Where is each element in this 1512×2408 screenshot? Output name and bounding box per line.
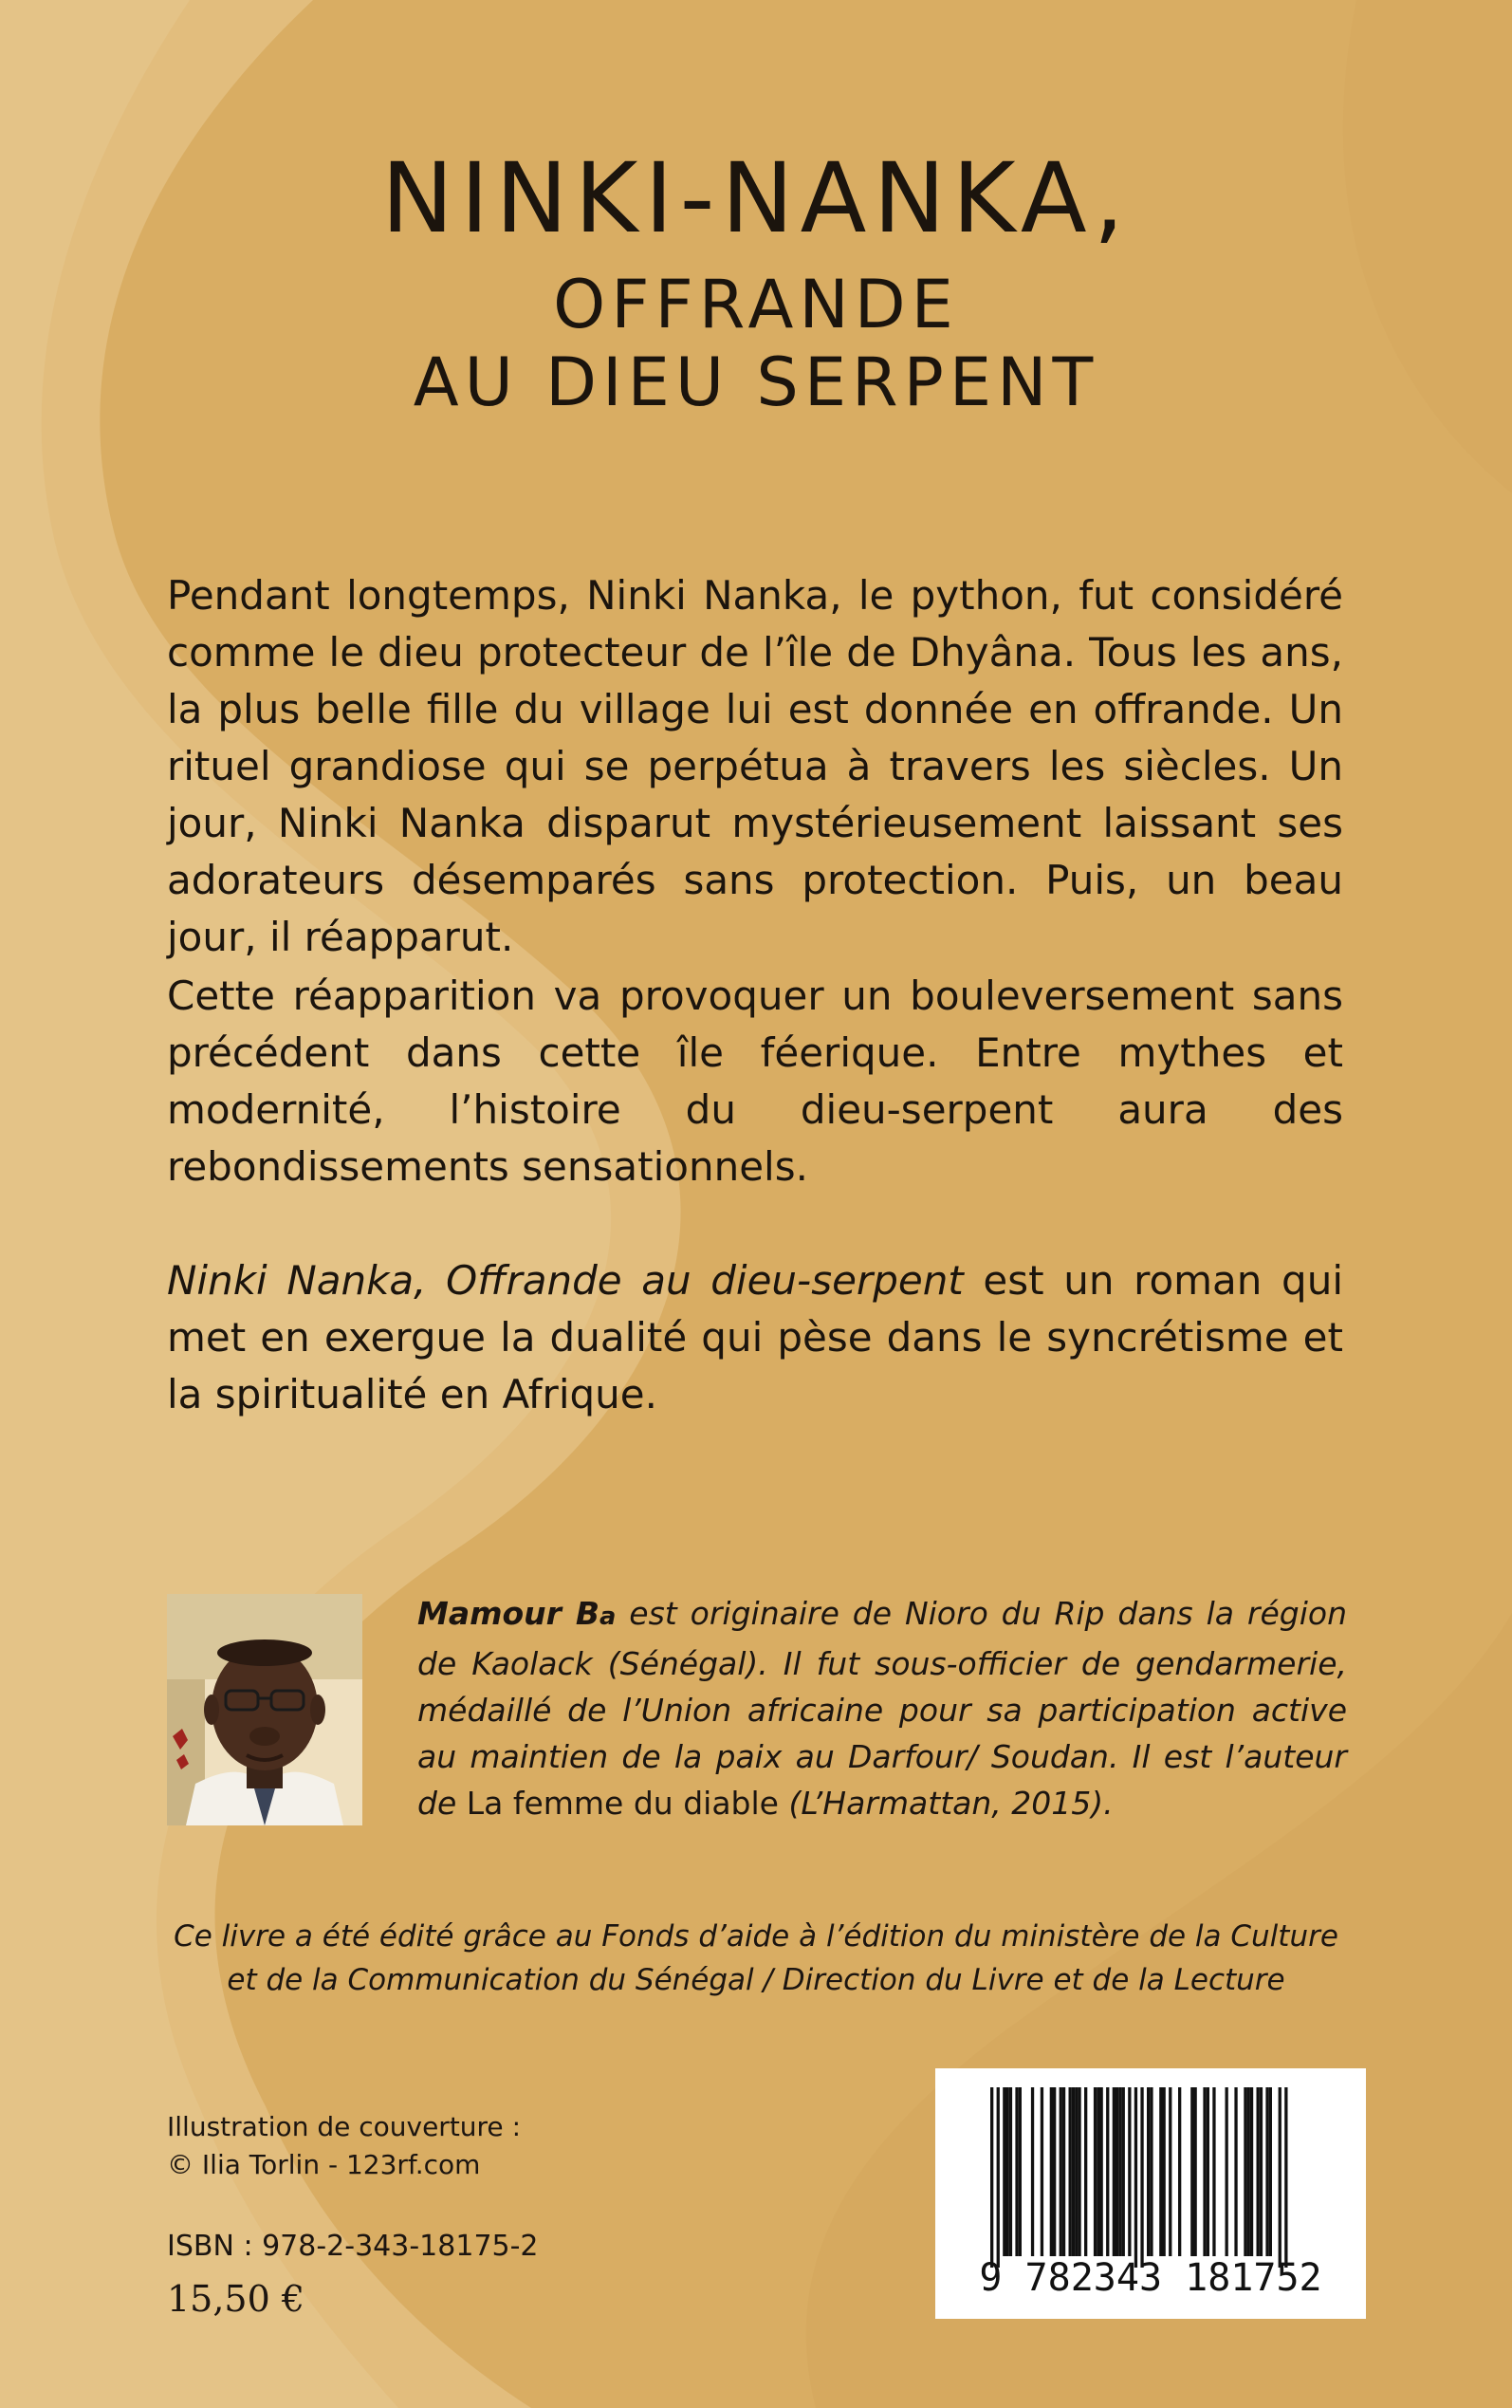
barcode-bar: [1159, 2087, 1162, 2256]
cover-credit-value: © Ilia Torlin - 123rf.com: [167, 2149, 481, 2180]
barcode-bar: [1118, 2087, 1121, 2256]
barcode-bar: [1194, 2087, 1197, 2256]
barcode-bar: [1053, 2087, 1056, 2256]
barcode-bar: [1244, 2087, 1246, 2256]
barcode-bar: [1247, 2087, 1250, 2256]
barcode-bar: [1003, 2087, 1005, 2256]
barcode-bar: [1269, 2087, 1272, 2256]
book-title: NINKI-NANKA,: [380, 142, 1132, 255]
barcode-bar: [1069, 2087, 1072, 2256]
barcode-bar: [1203, 2087, 1206, 2256]
author-bio-text: est originaire de Nioro du Rip dans la région de Kaolack (Sénégal). Il fut sous-officier de gendarmerie, médaillé de l’Union africaine pour sa participation active au maintien de la paix au Darfour/ Soudan. Il est l’auteur de: [417, 1595, 1347, 1822]
price: 15,50 €: [167, 2278, 305, 2320]
author-bio: [417, 1590, 1347, 1826]
barcode-bar: [1234, 2087, 1237, 2256]
barcode-bar: [1140, 2087, 1143, 2268]
blurb-paragraph-3: [167, 1252, 1343, 1423]
book-subtitle-line-2: AU DIEU SERPENT: [413, 343, 1099, 421]
barcode-bar: [1279, 2087, 1282, 2268]
author-first-name: Mamour: [417, 1595, 562, 1632]
barcode-bar: [1150, 2087, 1152, 2256]
book-subtitle-line-1: OFFRANDE: [553, 266, 959, 343]
author-last-name-rest: a: [599, 1602, 617, 1631]
barcode-bars: [990, 2087, 1288, 2268]
funding-notice-line-1: Ce livre a été édité grâce au Fonds d’aide à l’édition du ministère de la Culture: [174, 1919, 1338, 1954]
barcode-bar: [1009, 2087, 1012, 2256]
barcode-bar: [1060, 2087, 1062, 2256]
funding-notice: [0, 1915, 1512, 2002]
barcode-bar: [1265, 2087, 1268, 2256]
barcode-bar: [1100, 2087, 1103, 2256]
barcode-box: [935, 2068, 1366, 2319]
blurb-paragraph-3-text: est un roman qui met en exergue la dualité qui pèse dans le syncrétisme et la spiritualité en Afrique.: [167, 1257, 1343, 1417]
barcode-icon: [935, 2068, 1366, 2319]
author-previous-book: La femme du diable: [466, 1785, 779, 1822]
barcode-bar: [1284, 2087, 1287, 2268]
barcode-bar: [1075, 2087, 1078, 2256]
barcode-bar: [1097, 2087, 1099, 2256]
barcode-bar: [1015, 2087, 1018, 2256]
barcode-bar: [1072, 2087, 1075, 2256]
barcode-bar: [1050, 2087, 1053, 2256]
barcode-bar: [1041, 2087, 1043, 2256]
barcode-bar: [1207, 2087, 1209, 2256]
author-previous-book-ref: (L’Harmattan, 2015).: [778, 1785, 1114, 1822]
barcode-bar: [997, 2087, 1000, 2268]
blurb-paragraph-2: Cette réapparition va provoquer un bouleversement sans précédent dans cette île féerique. Entre mythes et modernité, l’histoire du dieu-serpent aura des rebondissements sensationnels.: [167, 972, 1343, 1190]
barcode-bar: [1147, 2087, 1150, 2256]
barcode-bar: [1113, 2087, 1116, 2256]
barcode-bar: [1084, 2087, 1087, 2256]
book-title-italic: Ninki Nanka, Offrande au dieu-serpent: [167, 1257, 964, 1304]
barcode-bar: [990, 2087, 993, 2268]
barcode-bar: [1062, 2087, 1065, 2256]
funding-notice-line-2: et de la Communication du Sénégal / Direction du Livre et de la Lecture: [227, 1963, 1285, 1997]
barcode-bar: [1257, 2087, 1260, 2256]
barcode-bar: [1163, 2087, 1166, 2256]
barcode-bar: [1250, 2087, 1253, 2256]
barcode-bar: [1078, 2087, 1080, 2256]
barcode-bar: [1212, 2087, 1215, 2256]
isbn: ISBN : 978-2-343-18175-2: [167, 2230, 539, 2263]
cover-credit-label: Illustration de couverture :: [167, 2111, 521, 2142]
barcode-bar: [1134, 2087, 1137, 2268]
barcode-bar: [1178, 2087, 1181, 2256]
author-last-name-initial: B: [575, 1595, 600, 1632]
barcode-bar: [1006, 2087, 1009, 2256]
barcode-bar: [1122, 2087, 1125, 2256]
barcode-bar: [1116, 2087, 1118, 2256]
barcode-bar: [1260, 2087, 1263, 2256]
barcode-bar: [1169, 2087, 1171, 2256]
barcode-bar: [1019, 2087, 1022, 2256]
blurb-paragraph-1: Pendant longtemps, Ninki Nanka, le python, fut considéré comme le dieu protecteur de l’île de Dhyâna. Tous les ans, la plus belle fille du village lui est donnée en offrande. Un rituel grandiose qui se perpétua à travers les siècles. Un jour, Ninki Nanka disparut mystérieusement laissant ses adorateurs désemparés sans protection. Puis, un beau jour, il réapparut.: [167, 572, 1343, 960]
barcode-number: 9 782343 181752: [979, 2256, 1322, 2300]
barcode-bar: [1031, 2087, 1034, 2256]
author-photo: [167, 1594, 362, 1825]
barcode-bar: [1190, 2087, 1193, 2256]
author-portrait-illustration: [167, 1594, 362, 1825]
barcode-bar: [1106, 2087, 1109, 2256]
barcode-bar: [1226, 2087, 1228, 2256]
barcode-bar: [1094, 2087, 1097, 2256]
barcode-bar: [1128, 2087, 1131, 2256]
